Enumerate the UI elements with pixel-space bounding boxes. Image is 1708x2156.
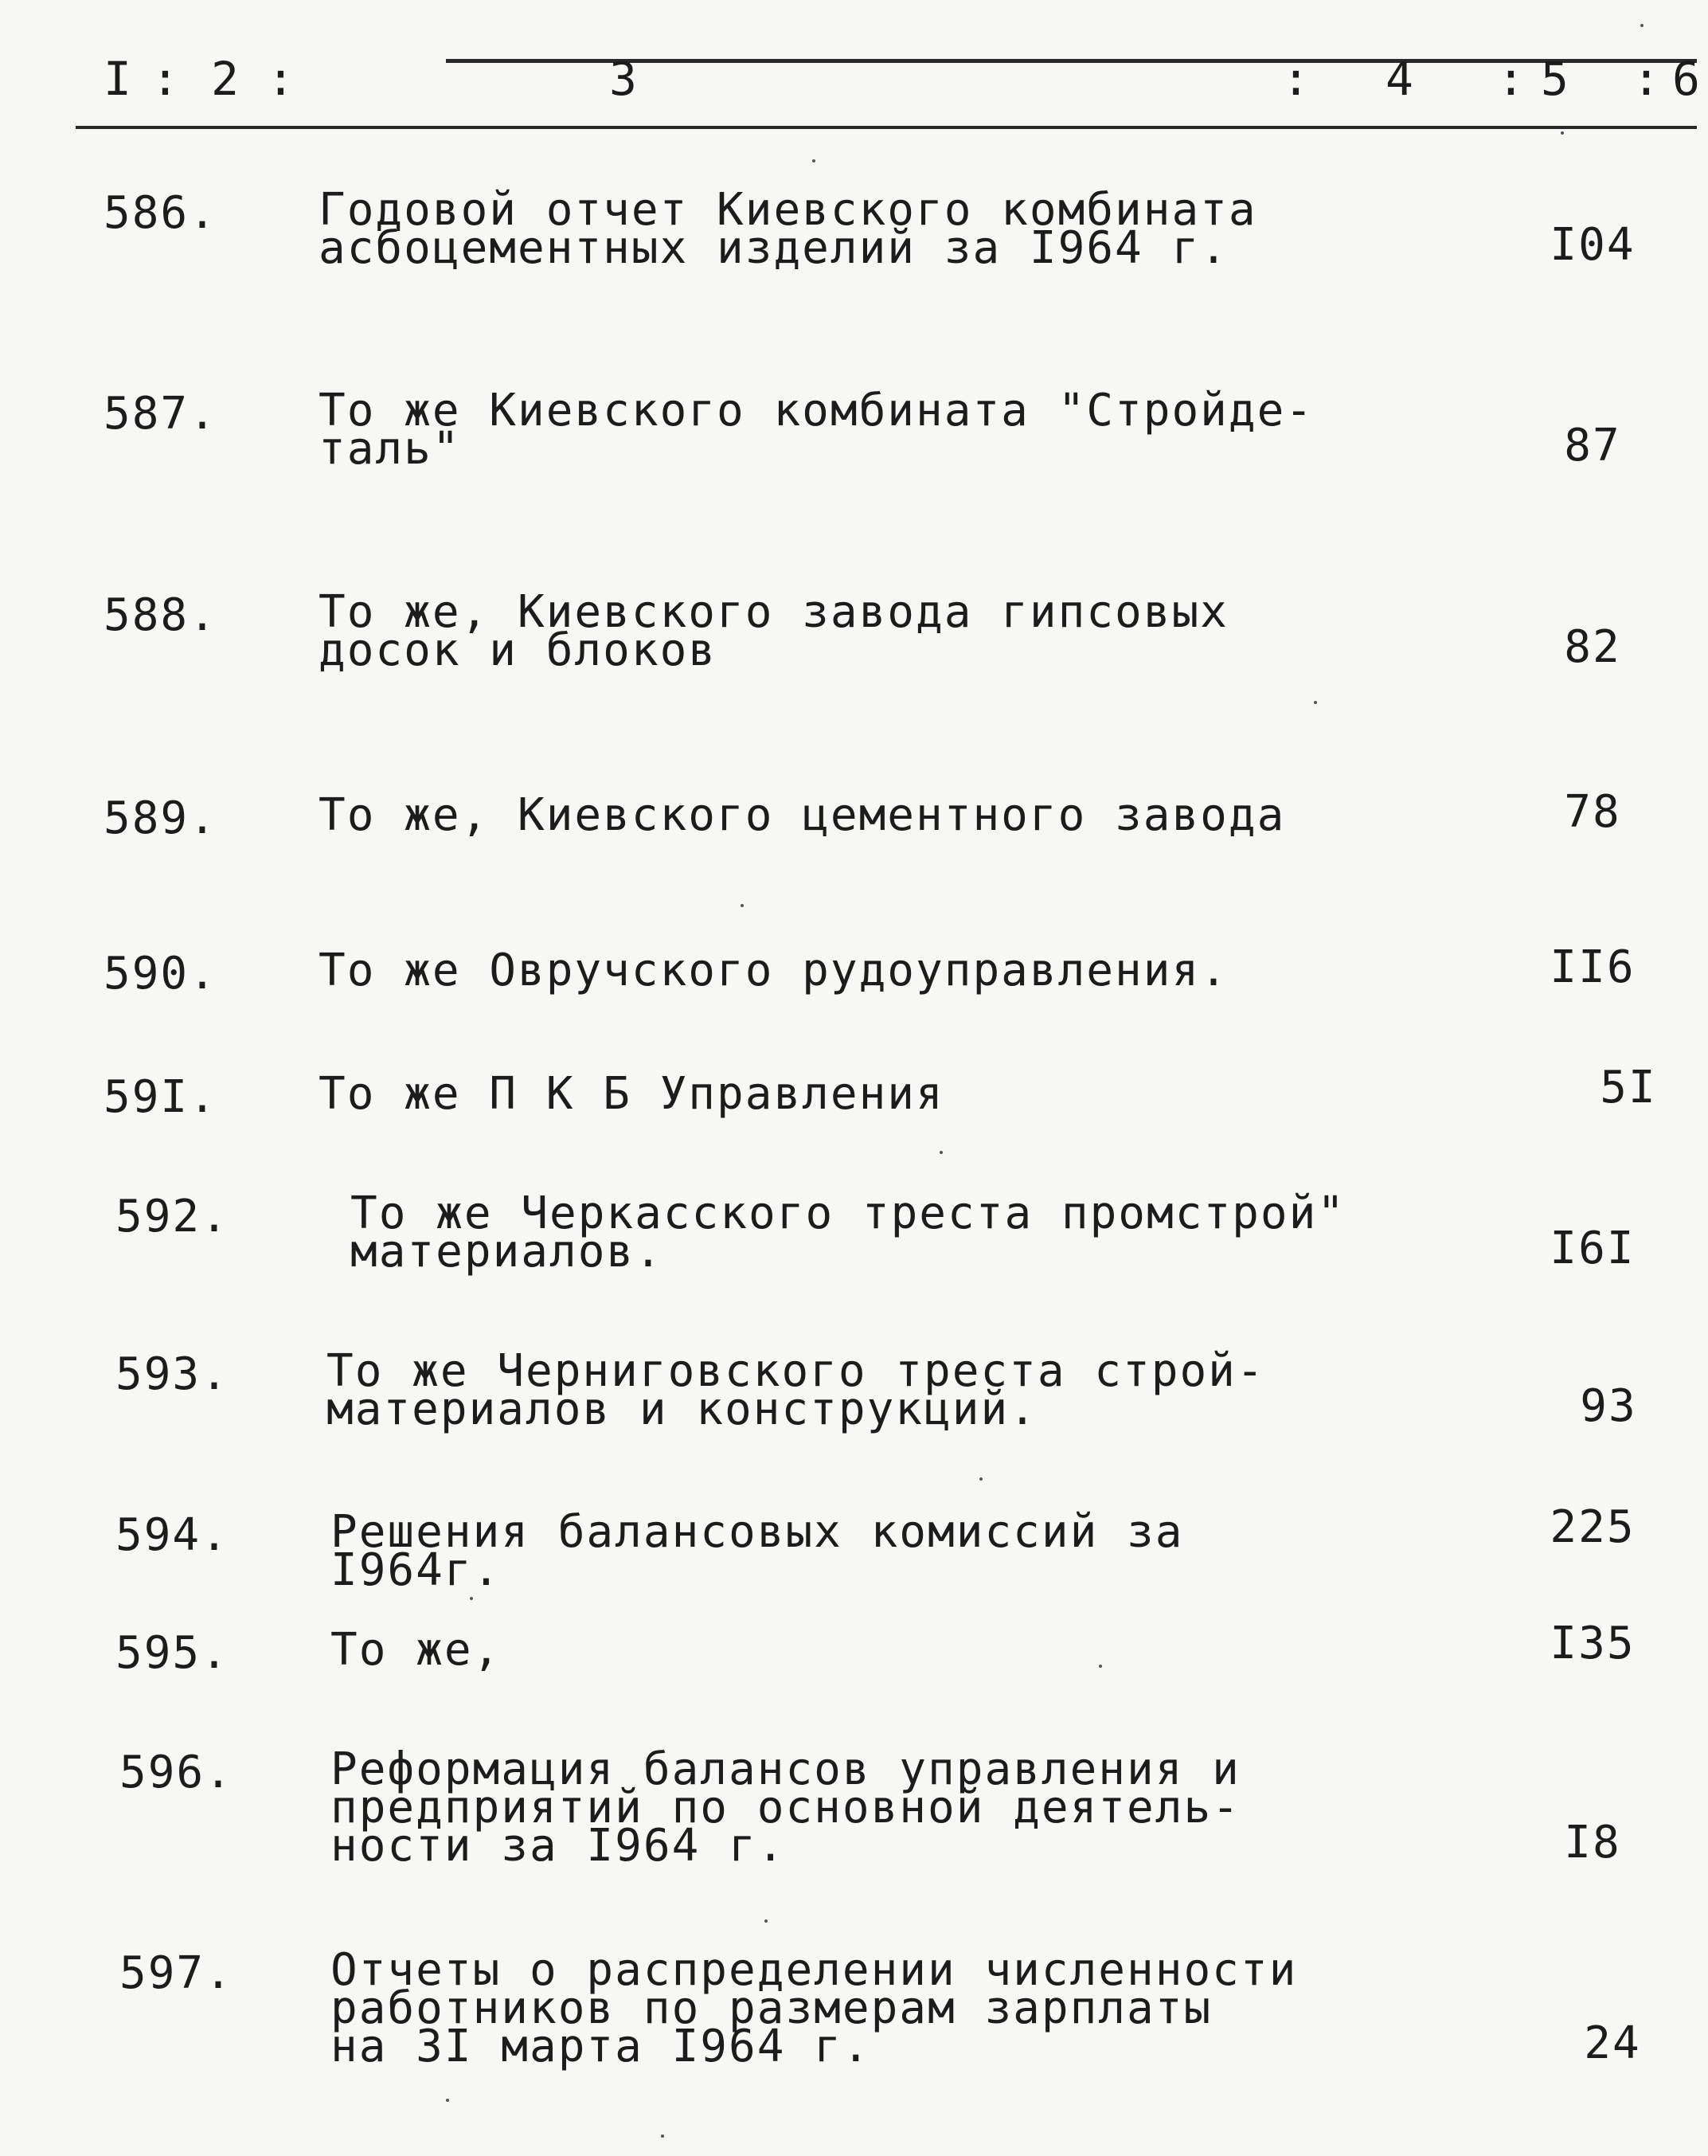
item-page-count: 78 <box>1564 786 1621 838</box>
item-description: Годовой отчет Киевского комбината асбоцементных изделий за I964 г. <box>319 184 1257 274</box>
item-page-count: I6I <box>1550 1223 1636 1274</box>
scan-speck <box>741 904 744 907</box>
item-description: То же, Киевского цементного завода <box>319 789 1286 841</box>
scan-speck <box>979 1477 983 1481</box>
item-page-count: 93 <box>1580 1380 1637 1432</box>
scan-speck <box>1099 1665 1102 1668</box>
header-col-5: 5 <box>1541 52 1572 106</box>
header-separator: : <box>1497 52 1528 106</box>
item-description: То же, Киевского завода гипсовых досок и блоков <box>319 586 1229 676</box>
header-bottom-rule <box>76 126 1697 129</box>
item-description: То же, <box>330 1624 502 1676</box>
item-description: То же Черкасского треста промстрой" материалов. <box>350 1188 1346 1278</box>
header-col-1: I <box>104 52 135 106</box>
item-description: Отчеты о распределении численности работников по размерам зарплаты на 3I марта I964 г. <box>330 1944 1298 2072</box>
scan-speck <box>1314 701 1317 704</box>
item-number: 587. <box>104 388 217 440</box>
item-description: Реформация балансов управления и предприятий по основной деятель- ности за I964 г. <box>330 1743 1241 1872</box>
item-number: 597. <box>119 1947 233 1999</box>
header-separator: : <box>267 52 298 106</box>
item-page-count: I35 <box>1550 1618 1636 1669</box>
scan-speck <box>661 2134 664 2138</box>
item-description: Решения балансовых комиссий за I964г. <box>330 1506 1184 1596</box>
header-col-4: 4 <box>1386 52 1417 106</box>
item-description: То же П К Б Управления <box>319 1068 944 1120</box>
item-number: 593. <box>115 1348 229 1400</box>
item-description: То же Черниговского треста строй- материалов и конструкций. <box>326 1345 1265 1435</box>
item-number: 595. <box>115 1627 229 1679</box>
header-col-3: 3 <box>609 52 640 106</box>
scan-speck <box>764 1919 768 1923</box>
item-page-count: 87 <box>1564 420 1621 472</box>
item-number: 592. <box>115 1191 229 1242</box>
item-page-count: I8 <box>1564 1817 1621 1868</box>
header-col-6: 6 <box>1672 52 1703 106</box>
item-number: 588. <box>104 589 217 641</box>
item-page-count: 82 <box>1564 621 1621 673</box>
item-number: 59I. <box>104 1071 217 1123</box>
item-page-count: 24 <box>1584 2017 1641 2069</box>
header-col-2: 2 <box>211 52 242 106</box>
scan-speck <box>1640 24 1644 27</box>
item-number: 590. <box>104 948 217 1000</box>
item-description: То же Киевского комбината "Стройде- таль" <box>319 385 1315 475</box>
item-page-count: 5I <box>1600 1062 1657 1113</box>
item-page-count: II6 <box>1550 941 1636 993</box>
item-page-count: 225 <box>1550 1501 1636 1553</box>
header-separator: : <box>1282 52 1313 106</box>
scan-speck <box>1561 131 1564 135</box>
item-number: 596. <box>119 1747 233 1798</box>
item-number: 594. <box>115 1509 229 1561</box>
item-page-count: I04 <box>1550 219 1636 271</box>
scan-speck <box>446 2099 449 2102</box>
header-separator: : <box>1632 52 1663 106</box>
item-description: То же Овручского рудоуправления. <box>319 945 1229 996</box>
item-number: 586. <box>104 187 217 239</box>
scan-speck <box>812 159 815 162</box>
item-number: 589. <box>104 792 217 844</box>
scan-speck <box>470 1597 473 1600</box>
header-separator: : <box>151 52 182 106</box>
scan-speck <box>940 1151 943 1154</box>
